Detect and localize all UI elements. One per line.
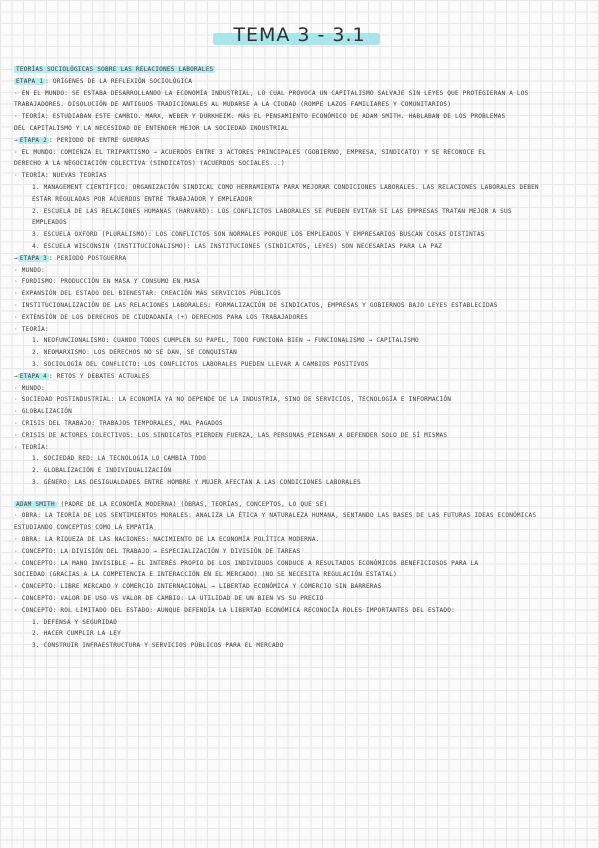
note-text: · SOCIEDAD POSTINDUSTRIAL: LA ECONOMÍA YA NO DEPENDE DE LA INDUSTRIA, SINO DE SERVICIOS, TECNOLOGÍA E INFORMACIÓN bbox=[14, 396, 452, 404]
note-text: 2. GLOBALIZACIÓN E INDIVIDUALIZACIÓN bbox=[32, 467, 172, 475]
section-gap bbox=[14, 489, 589, 499]
note-text: · GLOBALIZACIÓN bbox=[14, 408, 73, 416]
note-line bbox=[14, 335, 589, 347]
note-text: 1. SOCIEDAD RED: LA TECNOLOGÍA LO CAMBIA TODO bbox=[32, 455, 207, 463]
note-text: · EN EL MUNDO: SE ESTABA DESARROLLANDO LA ECONOMÍA INDUSTRIAL, LO CUAL PROVOCA UN CAPITALISMO SALVAJE SIN LEYES QUE PROTEGIERAN A LOS bbox=[14, 89, 529, 97]
note-text: EMPLEADOS bbox=[32, 219, 67, 227]
page-title: TEMA 3 - 3.1 bbox=[225, 24, 373, 46]
note-line bbox=[14, 499, 589, 511]
note-line bbox=[14, 217, 589, 229]
note-text: 1. NEOFUNCIONALISMO: CUANDO TODOS CUMPLEN SU PAPEL, TODO FUNCIONA BIEN → FUNCIONALISMO → CAPITALISMO bbox=[32, 337, 419, 345]
note-line bbox=[14, 288, 589, 300]
note-line bbox=[14, 442, 589, 454]
note-line bbox=[14, 617, 589, 629]
note-line bbox=[14, 135, 589, 147]
note-text: 3. SOCIOLOGÍA DEL CONFLICTO: LOS CONFLICTOS LABORALES PUEDEN LLEVAR A CAMBIOS POSITIVOS bbox=[32, 360, 369, 368]
note-text: 3. CONSTRUIR INFRAESTRUCTURA Y SERVICIOS PÚBLICOS PARA EL MERCADO bbox=[32, 642, 284, 650]
note-text: · TEORÍA: bbox=[14, 325, 49, 333]
note-text: · TEORÍA: NUEVAS TEORÍAS bbox=[14, 172, 107, 180]
note-text: ESTAR REGULADAS POR ACUERDOS ENTRE TRABAJADOR Y EMPLEADOR bbox=[32, 195, 253, 203]
highlighted-heading: ETAPA 3 bbox=[19, 254, 47, 262]
note-text: 2. ESCUELA DE LAS RELACIONES HUMANAS (HARVARD): LOS CONFLICTOS LABORALES SE PUEDEN EVITAR SI LAS EMPRESAS TRATAN MEJOR A SUS bbox=[32, 207, 512, 215]
title-row bbox=[0, 24, 599, 46]
note-text: · INSTITUCIONALIZACIÓN DE LAS RELACIONES LABORALES: FORMALIZACIÓN DE SINDICATOS, EMPRESAS Y GOBIERNOS BAJO LEYES ESTABLECIDAS bbox=[14, 301, 498, 309]
note-text: 1. MANAGEMENT CIENTÍFICO: ORGANIZACIÓN SINDICAL COMO HERRAMIENTA PARA MEJORAR CONDICIONES LABORALES. LAS RELACIONES LABORALES DEBEN bbox=[32, 183, 539, 191]
note-line bbox=[14, 465, 589, 477]
note-line bbox=[14, 253, 589, 265]
note-line bbox=[14, 534, 589, 546]
arrow-icon: → bbox=[14, 254, 18, 262]
note-line bbox=[14, 300, 589, 312]
note-line bbox=[14, 593, 589, 605]
note-line bbox=[14, 147, 589, 159]
note-line bbox=[14, 359, 589, 371]
highlighted-heading: ETAPA 2 bbox=[19, 136, 47, 144]
note-line bbox=[14, 406, 589, 418]
note-text: · OBRA: LA RIQUEZA DE LAS NACIONES: NACIMIENTO DE LA ECONOMÍA POLÍTICA MODERNA. bbox=[14, 536, 320, 544]
note-text: · CONCEPTO: VALOR DE USO VS VALOR DE CAMBIO: LA UTILIDAD DE UN BIEN VS SU PRECIO bbox=[14, 595, 324, 603]
note-text: · OBRA: LA TEORÍA DE LOS SENTIMIENTOS MORALES: ANALIZA LA ÉTICA Y NATURALEZA HUMANA, SENTANDO LAS BASES DE LAS FUTURAS IDEAS ECONÓMICAS bbox=[14, 512, 537, 520]
note-text: : ORÍGENES DE LA REFLEXIÓN SOCIOLÓGICA bbox=[45, 77, 193, 85]
note-line bbox=[14, 182, 589, 194]
note-line bbox=[14, 628, 589, 640]
note-line bbox=[14, 170, 589, 182]
note-line bbox=[14, 581, 589, 593]
note-text: 1. DEFENSA Y SEGURIDAD bbox=[32, 618, 118, 626]
note-text: · EXPANSIÓN DEL ESTADO DEL BIENESTAR: CREACIÓN MÁS SERVICIOS PÚBLICOS bbox=[14, 290, 281, 298]
section-heading: TEORÍAS SOCIOLÓGICAS SOBRE LAS RELACIONES LABORALES bbox=[16, 66, 214, 73]
note-text: : PERIODO DE ENTRE GUERRAS bbox=[48, 136, 150, 144]
note-line bbox=[14, 312, 589, 324]
note-text: 3. GÉNERO: LAS DESIGUALDADES ENTRE HOMBRE Y MUJER AFECTAN A LAS CONDICIONES LABORALES bbox=[32, 478, 361, 486]
note-text: : RETOS Y DEBATES ACTUALES bbox=[48, 372, 150, 380]
note-text: 3. ESCUELA OXFORD (PLURALISMO): LOS CONFLICTOS SON NORMALES PORQUE LOS EMPLEADOS Y EMPRESARIOS BUSCAN COSAS DISTINTAS bbox=[32, 231, 485, 239]
note-text: SOCIEDAD (GRACIAS A LA COMPETENCIA E INTERACCIÓN EN EL MERCADO) (NO SE NECESITA REGULACIÓN ESTATAL) bbox=[14, 571, 398, 579]
note-line bbox=[14, 569, 589, 581]
highlighted-heading: ETAPA 1 bbox=[16, 77, 44, 85]
note-text: · MUNDO: bbox=[14, 384, 45, 392]
note-line bbox=[14, 394, 589, 406]
note-line bbox=[14, 276, 589, 288]
highlighted-heading: ADAM SMITH bbox=[16, 500, 55, 508]
note-text: 2. NEOMARXISMO: LOS DERECHOS NO SE DAN, SE CONQUISTAN bbox=[32, 349, 238, 357]
note-text: 2. HACER CUMPLIR LA LEY bbox=[32, 630, 121, 638]
note-text: DERECHO A LA NEGOCIACIÓN COLECTIVA (SINDICATOS) (ACUERDOS SOCIALES...) bbox=[14, 160, 285, 168]
note-line bbox=[14, 558, 589, 570]
note-line bbox=[14, 64, 589, 76]
note-text: · CONCEPTO: LA DIVISIÓN DEL TRABAJO → ESPECIALIZACIÓN Y DIVISIÓN DE TAREAS bbox=[14, 547, 301, 555]
note-line bbox=[14, 453, 589, 465]
note-text: TRABAJADORES. DISOLUCIÓN DE ANTIGUOS TRADICIONALES AL MUDARSE A LA CIUDAD (ROMPE LAZOS FAMILIARES Y COMUNITARIOS) bbox=[14, 101, 452, 109]
note-line bbox=[14, 347, 589, 359]
note-line bbox=[14, 522, 589, 534]
note-line bbox=[14, 640, 589, 652]
note-line bbox=[14, 371, 589, 383]
note-line bbox=[14, 241, 589, 253]
highlighted-heading: ETAPA 4 bbox=[19, 372, 47, 380]
note-text: · MUNDO: bbox=[14, 266, 45, 274]
note-text: DEL CAPITALISMO Y LA NECESIDAD DE ENTENDER MEJOR LA SOCIEDAD INDUSTRIAL bbox=[14, 124, 289, 132]
note-text: · EXTENSIÓN DE LOS DERECHOS DE CIUDADANÍA (+) DERECHOS PARA LOS TRABAJADORES bbox=[14, 313, 309, 321]
note-text: (PADRE DE LA ECONOMÍA MODERNA) (OBRAS, TEORÍAS, CONCEPTOS, LO QUE SE) bbox=[56, 500, 328, 508]
note-line bbox=[14, 477, 589, 489]
note-text: · CRISIS DE ACTORES COLECTIVOS: LOS SINDICATOS PIERDEN FUERZA, LAS PERSONAS PIENSAN A DEFENDER SOLO DE SÍ MISMAS bbox=[14, 431, 448, 439]
note-text: ESTUDIANDO CONCEPTOS COMO LA EMPATÍA bbox=[14, 524, 154, 532]
note-text: · TEORÍA: ESTUDIABAN ESTE CAMBIO. MARX, WEBER Y DURKHEIM. MÁS EL PENSAMIENTO ECONÓMICO DE ADAM SMITH. HABLABAN DE LOS PROBLEMAS bbox=[14, 113, 506, 121]
note-line bbox=[14, 206, 589, 218]
note-text: · EL MUNDO: COMIENZA EL TRIPARTISMO → ACUERDOS ENTRE 3 ACTORES PRINCIPALES (GOBIERNO, EMPRESA, SINDICATO) Y SE RECONOCE EL bbox=[14, 148, 486, 156]
note-text: · CONCEPTO: LIBRE MERCADO Y COMERCIO INTERNACIONAL → LIBERTAD ECONÓMICA Y COMERCIO SIN BARRERAS bbox=[14, 583, 382, 591]
note-line bbox=[14, 418, 589, 430]
note-line bbox=[14, 111, 589, 123]
arrow-icon: → bbox=[14, 372, 18, 380]
note-text: : PERIODO POSTGUERRA bbox=[48, 254, 127, 262]
note-text: · TEORÍA: bbox=[14, 443, 49, 451]
note-line bbox=[14, 383, 589, 395]
note-line bbox=[14, 194, 589, 206]
note-text: · CONCEPTO: ROL LIMITADO DEL ESTADO: AUNQUE DEFENDÍA LA LIBERTAD ECONÓMICA RECONOCÍA ROLES IMPORTANTES DEL ESTADO: bbox=[14, 606, 456, 614]
note-line bbox=[14, 510, 589, 522]
note-text: · CONCEPTO: LA MANO INVISIBLE → EL INTERÉS PROPIO DE LOS INDIVIDUOS CONDUCE A RESULTADOS ECONÓMICOS BENEFICIOSOS PARA LA bbox=[14, 559, 479, 567]
note-line bbox=[14, 158, 589, 170]
note-line bbox=[14, 229, 589, 241]
note-text: · FORDISMO: PRODUCCIÓN EN MASA Y CONSUMO EN MASA bbox=[14, 278, 200, 286]
note-line bbox=[14, 324, 589, 336]
note-line bbox=[14, 99, 589, 111]
notes-body bbox=[14, 64, 589, 652]
note-line bbox=[14, 76, 589, 88]
note-text: · CRISIS DEL TRABAJO: TRABAJOS TEMPORALES, MAL PAGADOS bbox=[14, 419, 223, 427]
note-text: 4. ESCUELA WISCONSIN (INSTITUCIONALISMO): LAS INSTITUCIONES (SINDICATOS, LEYES) SON NECESARIAS PARA LA PAZ bbox=[32, 242, 443, 250]
note-line bbox=[14, 123, 589, 135]
note-line bbox=[14, 88, 589, 100]
note-line bbox=[14, 546, 589, 558]
arrow-icon: → bbox=[14, 136, 18, 144]
note-line bbox=[14, 430, 589, 442]
note-line bbox=[14, 265, 589, 277]
note-line bbox=[14, 605, 589, 617]
